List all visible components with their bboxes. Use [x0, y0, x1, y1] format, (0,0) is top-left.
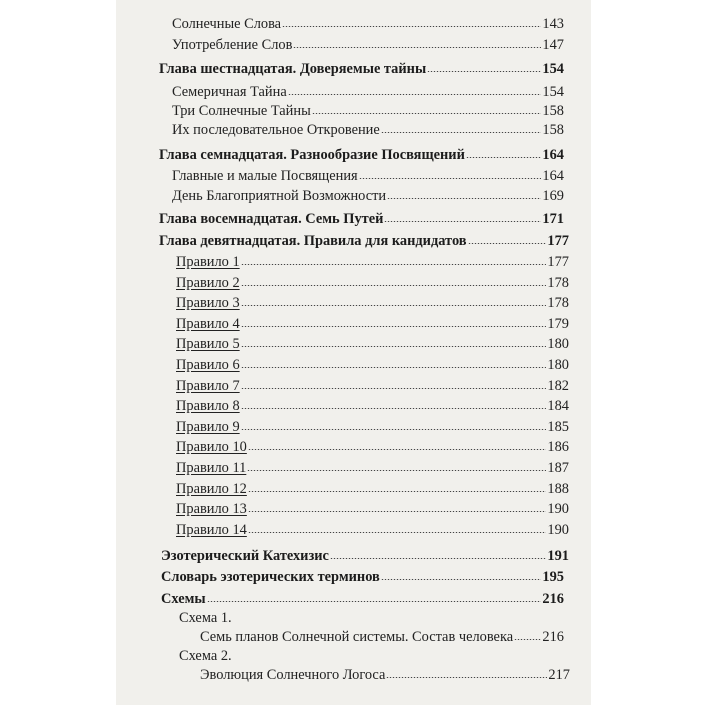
toc-entry-page: 171: [542, 211, 564, 227]
toc-rule-entry[interactable]: [176, 336, 569, 353]
toc-entry-page: 179: [547, 316, 569, 332]
toc-rule-entry[interactable]: [176, 357, 569, 374]
leader-dots: [241, 429, 547, 430]
toc-entry-label: Словарь эзотерических терминов: [161, 569, 380, 585]
toc-entry-page: 164: [542, 147, 564, 163]
toc-rule-entry[interactable]: [176, 316, 569, 333]
toc-entry-page: 188: [547, 481, 569, 497]
leader-dots: [466, 157, 542, 158]
toc-entry-label: Главные и малые Посвящения: [172, 168, 358, 184]
toc-rule-entry[interactable]: [176, 275, 569, 292]
leader-dots: [514, 639, 541, 640]
toc-entry-label: Семь планов Солнечной системы. Состав человека: [200, 629, 514, 645]
toc-entry-label: Правило 3: [176, 295, 240, 311]
toc-entry-page: 182: [547, 378, 569, 394]
toc-entry-page: 195: [542, 569, 564, 585]
toc-entry[interactable]: [172, 168, 564, 185]
toc-entry-label: Глава шестнадцатая. Доверяемые тайны: [159, 61, 427, 77]
toc-entry[interactable]: [172, 37, 564, 54]
toc-entry[interactable]: [172, 122, 564, 139]
toc-entry-page: 216: [542, 591, 564, 607]
toc-chapter-entry[interactable]: [161, 591, 564, 608]
toc-entry-label: Правило 11: [176, 460, 247, 476]
leader-dots: [359, 178, 542, 179]
toc-entry-label: Правило 5: [176, 336, 240, 352]
toc-entry-label: Правило 14: [176, 522, 247, 538]
leader-dots: [241, 305, 547, 306]
leader-dots: [330, 558, 546, 559]
toc-chapter-entry[interactable]: [161, 548, 569, 565]
toc-rule-entry[interactable]: [176, 398, 569, 415]
toc-entry-label: Схема 2.: [179, 648, 232, 664]
toc-entry-label: Их последовательное Откровение: [172, 122, 380, 138]
toc-entry-page: 180: [547, 357, 569, 373]
book-page: [116, 0, 591, 705]
toc-entry[interactable]: [172, 84, 564, 101]
toc-entry-page: 190: [547, 522, 569, 538]
toc-chapter-entry[interactable]: [159, 211, 564, 228]
toc-entry-label: Солнечные Слова: [172, 16, 282, 32]
leader-dots: [468, 243, 547, 244]
toc-entry-label: Глава семнадцатая. Разнообразие Посвящений: [159, 147, 465, 163]
leader-dots: [207, 601, 542, 602]
toc-rule-entry[interactable]: [176, 439, 569, 456]
toc-entry-page: 187: [547, 460, 569, 476]
toc-entry-label: Правило 6: [176, 357, 240, 373]
toc-rule-entry[interactable]: [176, 419, 569, 436]
toc-entry-label: Правило 9: [176, 419, 240, 435]
toc-entry-page: 184: [547, 398, 569, 414]
toc-entry-page: 143: [542, 16, 564, 32]
leader-dots: [247, 470, 546, 471]
leader-dots: [386, 677, 547, 678]
leader-dots: [384, 221, 541, 222]
toc-rule-entry[interactable]: [176, 460, 569, 477]
toc-entry-page: 217: [548, 667, 570, 683]
toc-entry-page: 177: [547, 254, 569, 270]
toc-rule-entry[interactable]: [176, 501, 569, 518]
leader-dots: [381, 132, 542, 133]
toc-entry-label: Схемы: [161, 591, 206, 607]
leader-dots: [387, 198, 541, 199]
toc-rule-entry[interactable]: [176, 295, 569, 312]
toc-entry-label: Три Солнечные Тайны: [172, 103, 311, 119]
toc-entry-page: 180: [547, 336, 569, 352]
toc-entry-page: 154: [542, 84, 564, 100]
toc-entry-page: 186: [547, 439, 569, 455]
leader-dots: [282, 26, 541, 27]
leader-dots: [241, 367, 547, 368]
toc-entry-label: Правило 10: [176, 439, 247, 455]
toc-rule-entry[interactable]: [176, 522, 569, 539]
toc-entry[interactable]: [172, 103, 564, 120]
toc-rule-entry[interactable]: [176, 254, 569, 271]
toc-entry-label: День Благоприятной Возможности: [172, 188, 387, 204]
toc-rule-entry[interactable]: [176, 481, 569, 498]
toc-entry[interactable]: [200, 629, 564, 646]
toc-entry-page: 147: [542, 37, 564, 53]
toc-chapter-entry[interactable]: [159, 233, 569, 250]
toc-rule-entry[interactable]: [176, 378, 569, 395]
leader-dots: [248, 511, 547, 512]
toc-entry-page: 158: [542, 122, 564, 138]
leader-dots: [381, 579, 542, 580]
leader-dots: [241, 388, 547, 389]
leader-dots: [248, 532, 547, 533]
toc-entry-page: 177: [547, 233, 569, 249]
toc-entry-label: Глава восемнадцатая. Семь Путей: [159, 211, 384, 227]
toc-entry-label: Глава девятнадцатая. Правила для кандидатов: [159, 233, 467, 249]
toc-chapter-entry[interactable]: [159, 61, 564, 78]
toc-entry-page: 190: [547, 501, 569, 517]
toc-entry-label: Правило 7: [176, 378, 240, 394]
toc-scheme-heading[interactable]: [179, 648, 232, 665]
table-of-contents: [116, 0, 591, 705]
toc-entry-page: 216: [542, 629, 564, 645]
toc-entry-label: Употребление Слов: [172, 37, 293, 53]
toc-entry-page: 185: [547, 419, 569, 435]
leader-dots: [248, 491, 547, 492]
toc-entry-label: Эволюция Солнечного Логоса: [200, 667, 386, 683]
leader-dots: [241, 408, 547, 409]
leader-dots: [293, 47, 541, 48]
toc-entry-label: Правило 1: [176, 254, 240, 270]
toc-entry-page: 178: [547, 295, 569, 311]
toc-chapter-entry[interactable]: [161, 569, 564, 586]
toc-entry-label: Правило 12: [176, 481, 247, 497]
toc-entry-page: 164: [542, 168, 564, 184]
toc-entry-label: Правило 8: [176, 398, 240, 414]
leader-dots: [241, 264, 547, 265]
leader-dots: [248, 449, 547, 450]
leader-dots: [288, 94, 542, 95]
toc-scheme-heading[interactable]: [179, 610, 232, 627]
toc-entry-label: Схема 1.: [179, 610, 232, 626]
toc-entry-label: Правило 4: [176, 316, 240, 332]
leader-dots: [241, 326, 547, 327]
toc-entry-label: Правило 13: [176, 501, 247, 517]
toc-entry[interactable]: [172, 16, 564, 33]
toc-entry-label: Семеричная Тайна: [172, 84, 287, 100]
toc-entry-page: 154: [542, 61, 564, 77]
leader-dots: [241, 346, 547, 347]
leader-dots: [312, 113, 542, 114]
toc-chapter-entry[interactable]: [159, 147, 564, 164]
toc-entry-label: Правило 2: [176, 275, 240, 291]
toc-entry-label: Эзотерический Катехизис: [161, 548, 329, 564]
toc-entry-page: 158: [542, 103, 564, 119]
leader-dots: [241, 285, 547, 286]
toc-entry[interactable]: [172, 188, 564, 205]
toc-entry[interactable]: [200, 667, 570, 684]
toc-entry-page: 191: [547, 548, 569, 564]
leader-dots: [427, 71, 541, 72]
toc-entry-page: 178: [547, 275, 569, 291]
toc-entry-page: 169: [542, 188, 564, 204]
